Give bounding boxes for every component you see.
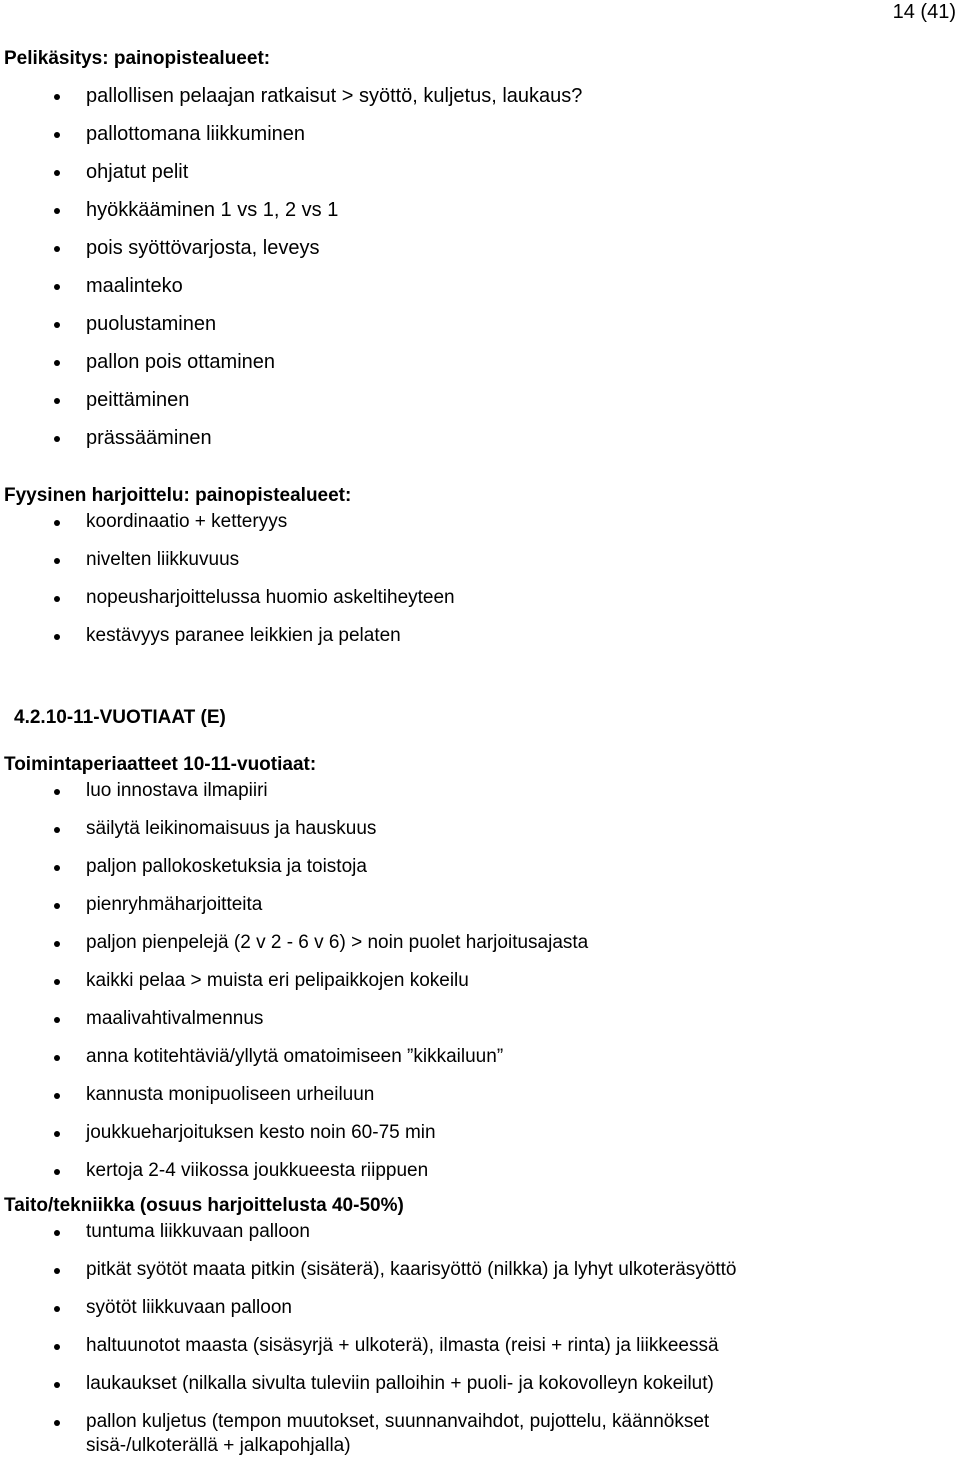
list-item: nopeusharjoittelussa huomio askeltiheyteen (0, 586, 455, 610)
list-item: anna kotitehtäviä/yllytä omatoimiseen ”kikkailuun” (0, 1045, 588, 1069)
list-toimintaperiaatteet (0, 779, 588, 1197)
list-item: maalivahtivalmennus (0, 1007, 588, 1031)
list-item: tuntuma liikkuvaan palloon (0, 1220, 846, 1244)
list-item: koordinaatio + ketteryys (0, 510, 455, 534)
list-item: pallon kuljetus (tempon muutokset, suunnanvaihdot, pujottelu, käännökset sisä-/ulkoterällä + jalkapohjalla) (0, 1410, 846, 1458)
list-item: kestävyys paranee leikkien ja pelaten (0, 624, 455, 648)
list-item: pois syöttövarjosta, leveys (0, 236, 582, 260)
list-item: nivelten liikkuvuus (0, 548, 455, 572)
list-item: hyökkääminen 1 vs 1, 2 vs 1 (0, 198, 582, 222)
list-item: kertoja 2-4 viikossa joukkueesta riippuen (0, 1159, 588, 1183)
list-item: paljon pallokosketuksia ja toistoja (0, 855, 588, 879)
list-item: pallottomana liikkuminen (0, 122, 582, 146)
list-item: prässääminen (0, 426, 582, 450)
list-taito (0, 1220, 846, 1472)
list-item: luo innostava ilmapiiri (0, 779, 588, 803)
section-heading-pelikasitys: Pelikäsitys: painopistealueet: (4, 48, 271, 69)
list-item: pallon pois ottaminen (0, 350, 582, 374)
chapter-title: 4.2.10-11-VUOTIAAT (E) (14, 707, 226, 728)
list-pelikasitys (0, 84, 582, 464)
list-item: pienryhmäharjoitteita (0, 893, 588, 917)
list-item: pitkät syötöt maata pitkin (sisäterä), kaarisyöttö (nilkka) ja lyhyt ulkoteräsyöttö (0, 1258, 846, 1282)
list-fyysinen (0, 510, 455, 662)
list-item: puolustaminen (0, 312, 582, 336)
list-item: laukaukset (nilkalla sivulta tuleviin palloihin + puoli- ja kokovolleyn kokeilut) (0, 1372, 846, 1396)
list-item: haltuunotot maasta (sisäsyrjä + ulkoterä), ilmasta (reisi + rinta) ja liikkeessä (0, 1334, 846, 1358)
section-heading-fyysinen: Fyysinen harjoittelu: painopistealueet: (4, 485, 352, 506)
section-heading-toimintaperiaatteet: Toimintaperiaatteet 10-11-vuotiaat: (4, 754, 317, 775)
list-item: kaikki pelaa > muista eri pelipaikkojen kokeilu (0, 969, 588, 993)
list-item: syötöt liikkuvaan palloon (0, 1296, 846, 1320)
list-item: paljon pienpelejä (2 v 2 - 6 v 6) > noin puolet harjoitusajasta (0, 931, 588, 955)
list-item: maalinteko (0, 274, 582, 298)
list-item: kannusta monipuoliseen urheiluun (0, 1083, 588, 1107)
list-item: pallollisen pelaajan ratkaisut > syöttö, kuljetus, laukaus? (0, 84, 582, 108)
list-item: joukkueharjoituksen kesto noin 60-75 min (0, 1121, 588, 1145)
list-item: ohjatut pelit (0, 160, 582, 184)
section-heading-taito: Taito/tekniikka (osuus harjoittelusta 40-50%) (4, 1195, 404, 1216)
page-number: 14 (41) (892, 1, 956, 23)
list-item: säilytä leikinomaisuus ja hauskuus (0, 817, 588, 841)
list-item: peittäminen (0, 388, 582, 412)
